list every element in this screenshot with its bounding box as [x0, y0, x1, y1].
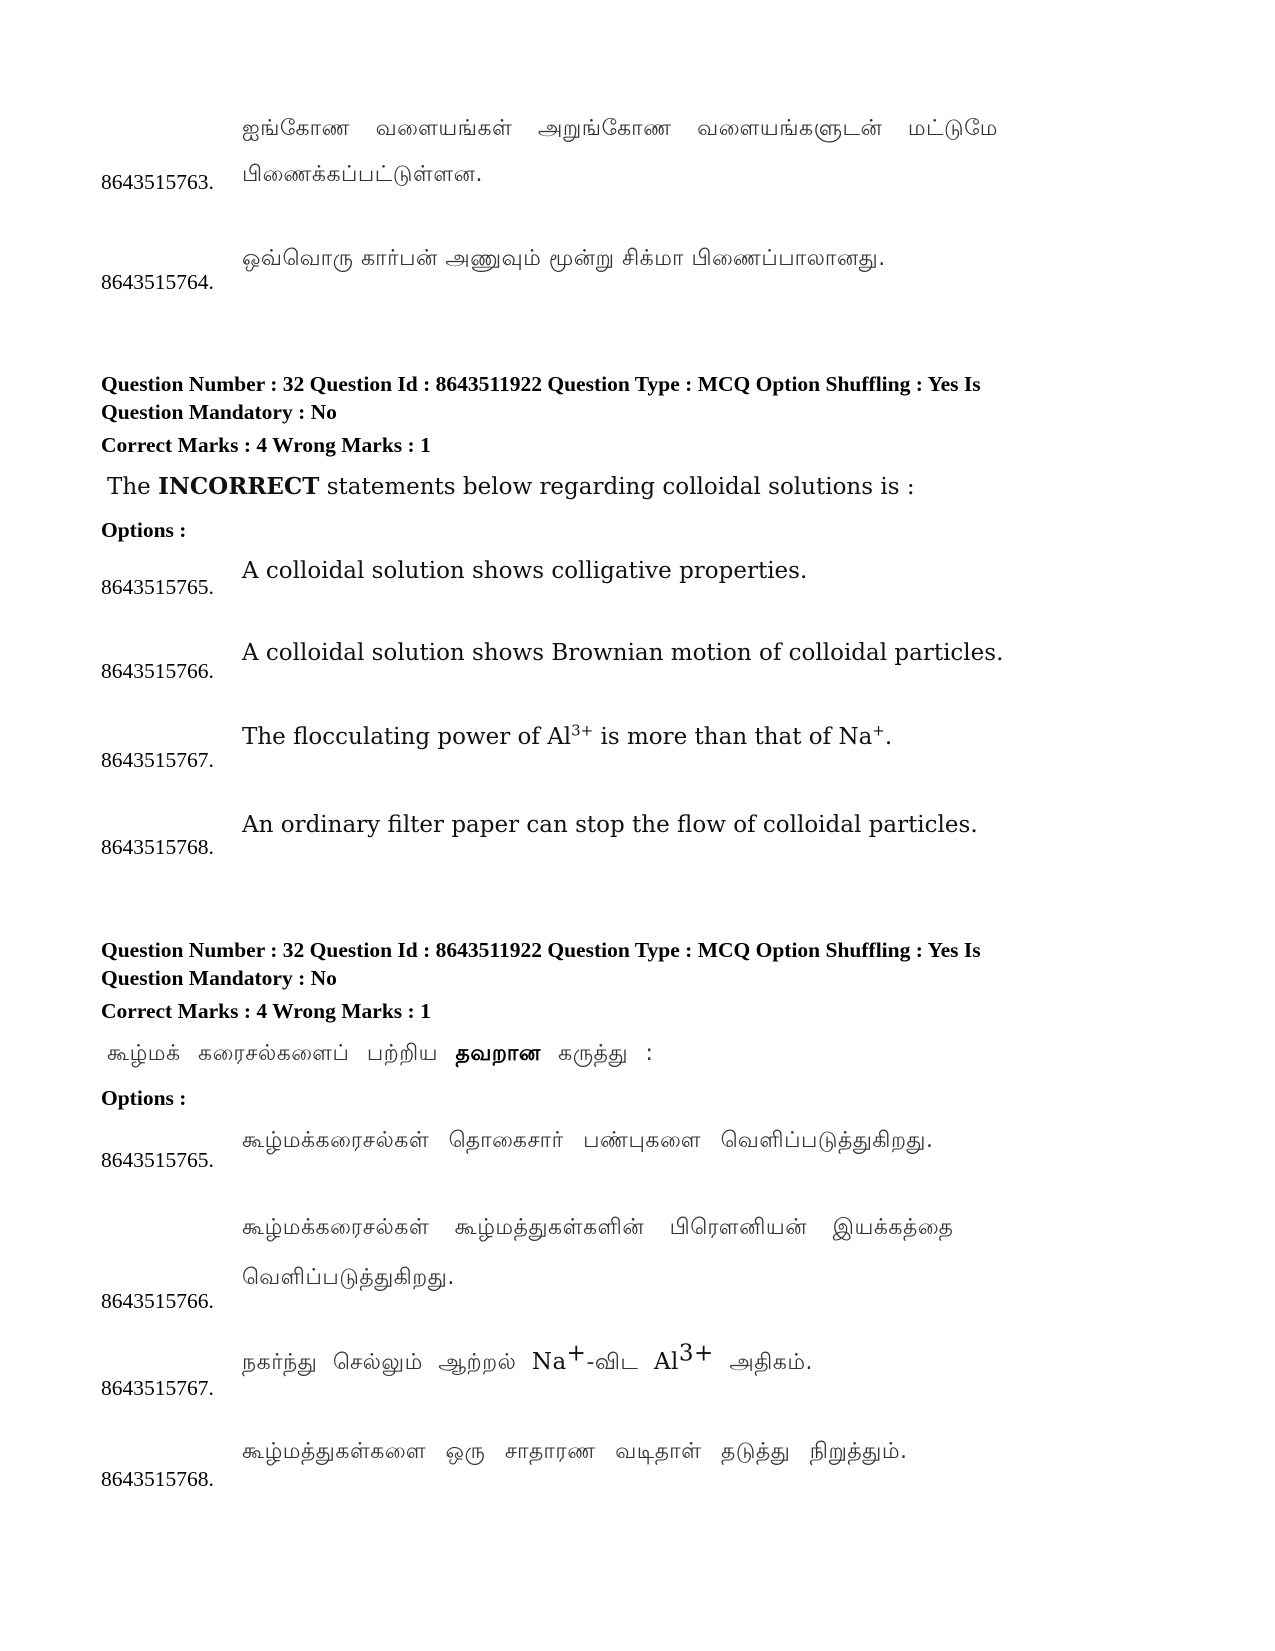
charge-superscript: 3+ [678, 1340, 714, 1367]
option-text-tamil [242, 1340, 814, 1378]
question-stem [107, 473, 915, 500]
option-text-part: The flocculating power of Al [242, 724, 572, 750]
charge-superscript: + [566, 1340, 587, 1367]
stem-text: கருத்து : [558, 1041, 654, 1066]
option-text-tamil: கூழ்மத்துகள்களை ஒரு சாதாரண வடிதாள் தடுத்து நிறுத்தும். [242, 1439, 908, 1464]
option-text-part: அதிகம். [713, 1350, 814, 1375]
charge-superscript: 3+ [571, 721, 594, 740]
option-text: An ordinary filter paper can stop the flow of colloidal particles. [242, 812, 978, 838]
option-text-part: -விட [586, 1350, 654, 1375]
question-meta-line2: Question Mandatory : No [101, 966, 337, 990]
option-id: 8643515768. [101, 835, 214, 859]
option-id: 8643515766. [101, 659, 214, 683]
option-id: 8643515764. [101, 270, 214, 294]
option-text-part: is more than that of Na [593, 724, 873, 750]
question-marks: Correct Marks : 4 Wrong Marks : 1 [101, 433, 431, 457]
option-id: 8643515763. [101, 170, 214, 194]
question-meta-line1: Question Number : 32 Question Id : 8643511922 Question Type : MCQ Option Shuffling : Yes Is [101, 938, 981, 962]
option-text-tamil: ஐங்கோண வளையங்கள் அறுங்கோண வளையங்களுடன் மட்டுமே பிணைக்கப்பட்டுள்ளன. [242, 116, 998, 187]
question-meta-line1: Question Number : 32 Question Id : 8643511922 Question Type : MCQ Option Shuffling : Yes Is [101, 372, 981, 396]
options-label: Options : [101, 518, 187, 542]
option-id: 8643515766. [101, 1289, 214, 1313]
option-text: A colloidal solution shows colligative properties. [242, 558, 808, 584]
option-text [242, 721, 893, 750]
option-text: A colloidal solution shows Brownian motion of colloidal particles. [242, 640, 1004, 666]
option-text-tamil: கூழ்மக்கரைசல்கள் தொகைசார் பண்புகளை வெளிப்படுத்துகிறது. [242, 1128, 934, 1153]
option-text-part: . [884, 724, 893, 750]
option-id: 8643515765. [101, 1148, 214, 1172]
option-id: 8643515768. [101, 1467, 214, 1491]
option-id: 8643515767. [101, 1376, 214, 1400]
stem-text: The [107, 474, 151, 500]
question-meta-line2: Question Mandatory : No [101, 400, 337, 424]
option-text-part: Al [653, 1349, 679, 1375]
charge-superscript: + [872, 721, 885, 740]
option-text-part: Na [531, 1349, 567, 1375]
option-id: 8643515767. [101, 748, 214, 772]
question-stem [107, 1041, 653, 1069]
stem-text: statements below regarding colloidal solutions is : [326, 474, 915, 500]
stem-emphasis: தவறான [455, 1041, 541, 1066]
stem-emphasis: INCORRECT [158, 473, 320, 500]
option-text-tamil: கூழ்மக்கரைசல்கள் கூழ்மத்துகள்களின் பிரௌனியன் இயக்கத்தை [242, 1215, 954, 1240]
stem-text: கூழ்மக் கரைசல்களைப் பற்றிய [107, 1041, 438, 1066]
option-text-tamil: ஒவ்வொரு கார்பன் அணுவும் மூன்று சிக்மா பிணைப்பாலானது. [242, 246, 886, 271]
question-marks: Correct Marks : 4 Wrong Marks : 1 [101, 999, 431, 1023]
options-label: Options : [101, 1086, 187, 1110]
option-id: 8643515765. [101, 575, 214, 599]
option-text-part: நகர்ந்து செல்லும் ஆற்றல் [242, 1350, 532, 1375]
option-text-tamil: வெளிப்படுத்துகிறது. [242, 1265, 455, 1290]
